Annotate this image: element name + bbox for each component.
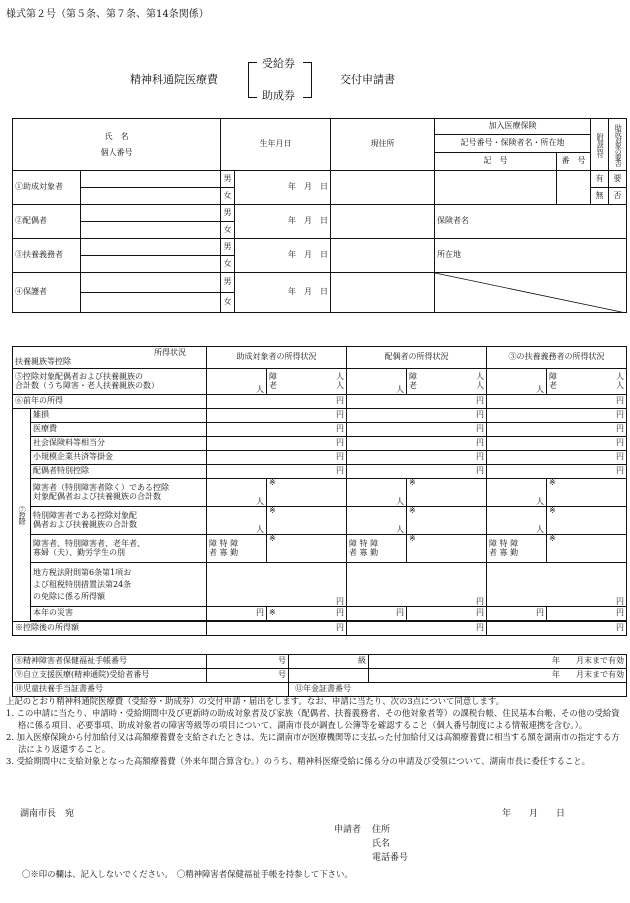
d1-1m: ※ (267, 479, 347, 507)
misc-category: 障害者、特別障害者、老年者、 寡婦（夫）、勤労学生の別 (31, 535, 207, 563)
item-2: 社会保険料等相当分 (31, 437, 207, 451)
dob-field-3[interactable]: 年 月 日 (235, 239, 331, 273)
d2-3[interactable]: 人 (487, 507, 547, 535)
row-5: ⑤控除対象配偶者および扶養親族の 合計数（うち障害・老人扶養親族の数） (13, 369, 207, 395)
address-header: 現住所 (331, 119, 435, 171)
r5-dep-3[interactable]: 障 老 人 人 (547, 369, 627, 395)
a-2: 円 (347, 622, 487, 636)
i0-2[interactable]: 円 (347, 409, 487, 423)
id-number-field-3[interactable] (81, 256, 221, 273)
name-field-3[interactable] (81, 239, 221, 256)
additional-no[interactable]: 無 (591, 188, 609, 205)
a-1: 円 (207, 622, 347, 636)
additional-header: 附加給付 (591, 119, 609, 171)
applicant-label: 申請者 (334, 825, 362, 835)
income-table (12, 346, 627, 636)
l-3[interactable]: 円 (487, 563, 627, 607)
disaster: 本年の災害 (31, 607, 207, 621)
m-1m: ※ (267, 535, 347, 563)
insurance-blank (435, 273, 627, 313)
id-number-field-2[interactable] (81, 222, 221, 239)
item-3: 小規模企業共済等掛金 (31, 451, 207, 465)
i4-2[interactable]: 円 (347, 465, 487, 479)
additional-yes[interactable]: 有 (591, 171, 609, 188)
d2-1m: ※ (267, 507, 347, 535)
d1-2[interactable]: 人 (347, 479, 407, 507)
r9-valid[interactable]: 年 月末まで有効 (369, 669, 627, 683)
d1-1[interactable]: 人 (207, 479, 267, 507)
insurance-number-field[interactable] (557, 171, 591, 205)
title-option-1: 受給券 (262, 57, 295, 70)
name-field-4b[interactable] (81, 293, 221, 313)
note-2: 2. 加入医療保険から付加給付又は高額療養費を支給されたときは、先に湖南市が医療機関等に支払った付加給付又は高額療養費に相当する額を湖南市の指定する方法により返還すること。 (6, 731, 620, 754)
r6-1[interactable]: 円 (207, 395, 347, 409)
row-label-2: ②配偶者 (13, 205, 81, 239)
special-disabled-count: 特別障害者である控除対象配 偶者および扶養親族の合計数 (31, 507, 207, 535)
name-field-2[interactable] (81, 205, 221, 222)
row-label-3: ③扶養義務者 (13, 239, 81, 273)
insurance-sub-header: 記号番号・保険者名・所在地 (435, 135, 591, 153)
address-field-2[interactable] (331, 205, 435, 239)
d2-2[interactable]: 人 (347, 507, 407, 535)
m-2m: ※ (407, 535, 487, 563)
bracket-left (248, 62, 257, 98)
certificates-table (12, 654, 627, 697)
row-label-4: ④保護者 (13, 273, 81, 313)
consent-notes (6, 696, 622, 768)
i0-1[interactable]: 円 (207, 409, 347, 423)
income-corner: 所得状況 扶養親族等控除 (13, 347, 207, 369)
d1-3m: ※ (547, 479, 627, 507)
title-left: 精神科通院医療費 (130, 73, 218, 86)
item-1: 医療費 (31, 423, 207, 437)
female-1[interactable]: 女 (221, 188, 235, 205)
deduction-label: ⑦控除 (13, 409, 31, 622)
i2-1[interactable]: 円 (207, 437, 347, 451)
r5-dep-2[interactable]: 障 老 人 人 (407, 369, 487, 395)
need-no[interactable]: 否 (609, 188, 627, 205)
row-6: ⑥前年の所得 (13, 395, 207, 409)
bracket-right (303, 62, 312, 98)
applicant-name[interactable]: 氏名 (372, 839, 391, 849)
male-1[interactable]: 男 (221, 171, 235, 188)
dob-header: 生年月日 (221, 119, 331, 171)
i3-1[interactable]: 円 (207, 451, 347, 465)
note-3: 3. 受給期間中に支給対象となった高額療養費（外来年間合算含む。）のうち、精神科医療受給に係る分の申請及び受領について、湖南市長に委任すること。 (6, 755, 590, 766)
insurer-location-field[interactable]: 所在地 (435, 239, 627, 273)
m-1[interactable]: 障 特 障 者 寡 勤 (207, 535, 267, 563)
address-field-1[interactable] (331, 171, 435, 205)
applicant-address[interactable]: 住所 (372, 825, 391, 835)
need-header: 助成対象の要否 (609, 119, 627, 171)
r6-2[interactable]: 円 (347, 395, 487, 409)
col-guardian: ③の扶養義務者の所得状況 (487, 347, 627, 369)
d1-3[interactable]: 人 (487, 479, 547, 507)
i4-1[interactable]: 円 (207, 465, 347, 479)
col-spouse: 配偶者の所得状況 (347, 347, 487, 369)
i0-3[interactable]: 円 (487, 409, 627, 423)
dis-1m: ※ 円 (267, 607, 347, 621)
applicant-phone[interactable]: 電話番号 (372, 853, 409, 863)
i2-2[interactable]: 円 (347, 437, 487, 451)
need-yes[interactable]: 要 (609, 171, 627, 188)
i3-2[interactable]: 円 (347, 451, 487, 465)
m-3m: ※ (547, 535, 627, 563)
dob-field-2[interactable]: 年 月 日 (235, 205, 331, 239)
r5-dep-1[interactable]: 障 老 人 人 (267, 369, 347, 395)
application-date[interactable]: 年 月 日 (502, 809, 566, 819)
d2-2m: ※ (407, 507, 487, 535)
col-subject: 助成対象者の所得状況 (207, 347, 347, 369)
r9-blank (289, 669, 369, 683)
insurance-symbol-field[interactable] (435, 171, 557, 205)
i1-3[interactable]: 円 (487, 423, 627, 437)
male-2[interactable]: 男 (221, 205, 235, 222)
insurance-header: 加入医療保険 (435, 119, 591, 135)
address-field-4[interactable] (331, 273, 435, 313)
footer-note: 〇※印の欄は、記入しないでください。 〇精神障害者保健福祉手帳を持参して下さい。 (22, 869, 353, 879)
r5-total-1[interactable]: 人 (207, 369, 267, 395)
insurer-name-field[interactable]: 保険者名 (435, 205, 627, 239)
r8-valid[interactable]: 年 月末まで有効 (369, 655, 627, 669)
r5-total-2[interactable]: 人 (347, 369, 407, 395)
item-4: 配偶者特別控除 (31, 465, 207, 479)
title-right: 交付申請書 (340, 73, 395, 86)
d2-3m: ※ (547, 507, 627, 535)
dis-3m: 円 (547, 607, 627, 621)
number-header: 番 号 (557, 153, 591, 171)
r8-grade[interactable]: 級 (289, 655, 369, 669)
name-header: 氏 名 個人番号 (13, 119, 221, 171)
i3-3[interactable]: 円 (487, 451, 627, 465)
female-3[interactable]: 女 (221, 256, 235, 273)
dis-2[interactable]: 円 (347, 607, 407, 621)
i1-1[interactable]: 円 (207, 423, 347, 437)
title-option-2: 助成券 (262, 89, 295, 102)
i1-2[interactable]: 円 (347, 423, 487, 437)
dis-3[interactable]: 円 (487, 607, 547, 621)
l-1[interactable]: 円 (207, 563, 347, 607)
r5-total-3[interactable]: 人 (487, 369, 547, 395)
female-4[interactable]: 女 (221, 293, 235, 313)
l-2[interactable]: 円 (347, 563, 487, 607)
male-4[interactable]: 男 (221, 273, 235, 293)
i4-3[interactable]: 円 (487, 465, 627, 479)
after-deduction: ※控除後の所得額 (13, 622, 207, 636)
symbol-header: 記 号 (435, 153, 557, 171)
row-label-1: ①助成対象者 (13, 171, 81, 205)
row-11: ⑪年金証書番号 (289, 683, 627, 697)
dob-field-4[interactable]: 年 月 日 (235, 273, 331, 313)
dis-1[interactable]: 円 (207, 607, 267, 621)
disabled-count: 障害者（特別障害者除く）である控除 対象配偶者および扶養親族の合計数 (31, 479, 207, 507)
persons-table (12, 118, 627, 313)
name-field-1[interactable] (81, 171, 221, 188)
r6-3[interactable]: 円 (487, 395, 627, 409)
dis-2m: 円 (407, 607, 487, 621)
row-10: ⑩児童扶養手当証書番号 (13, 683, 289, 697)
row-9: ⑨自立支援医療(精神通院)受給者番号 (13, 669, 207, 683)
form-number: 様式第２号（第５条、第７条、第14条関係） (6, 9, 209, 20)
address-field-3[interactable] (331, 239, 435, 273)
female-2[interactable]: 女 (221, 222, 235, 239)
diagonal-line (435, 273, 626, 313)
d2-1[interactable]: 人 (207, 507, 267, 535)
a-3: 円 (487, 622, 627, 636)
mayor-address: 湖南市長 宛 (20, 809, 75, 819)
note-1: 1. この申請に当たり、申請時・受給期間中及び更新時の助成対象者及び家族（配偶者、扶養義務者、その他対象者等）の課税台帳、住民基本台帳、その他の受給資格に係る項目、必要事項、助成対象者の障害等級等の項目について、湖南市長が調査し公簿等を確認すること（個人番号制度による情報連携を含む。）。 (6, 707, 620, 730)
m-3[interactable]: 障 特 障 者 寡 勤 (487, 535, 547, 563)
local-tax-exempt: 地方税法附則第6条第1項お よび租税特別措置法第24条 の免除に係る所得額 (31, 563, 207, 607)
r8-no[interactable]: 号 (207, 655, 289, 669)
i2-3[interactable]: 円 (487, 437, 627, 451)
id-number-field-1[interactable] (81, 188, 221, 205)
r9-no[interactable]: 号 (207, 669, 289, 683)
name-field-4[interactable] (81, 273, 221, 293)
d1-2m: ※ (407, 479, 487, 507)
m-2[interactable]: 障 特 障 者 寡 勤 (347, 535, 407, 563)
dob-field-1[interactable]: 年 月 日 (235, 171, 331, 205)
row-8: ⑧精神障害者保健福祉手帳番号 (13, 655, 207, 669)
item-0: 雑損 (31, 409, 207, 423)
notes-intro: 上記のとおり精神科通院医療費（受給券・助成券）の交付申請・届出をします。なお、申請に当たり、次の3点について同意します。 (6, 696, 504, 706)
male-3[interactable]: 男 (221, 239, 235, 256)
